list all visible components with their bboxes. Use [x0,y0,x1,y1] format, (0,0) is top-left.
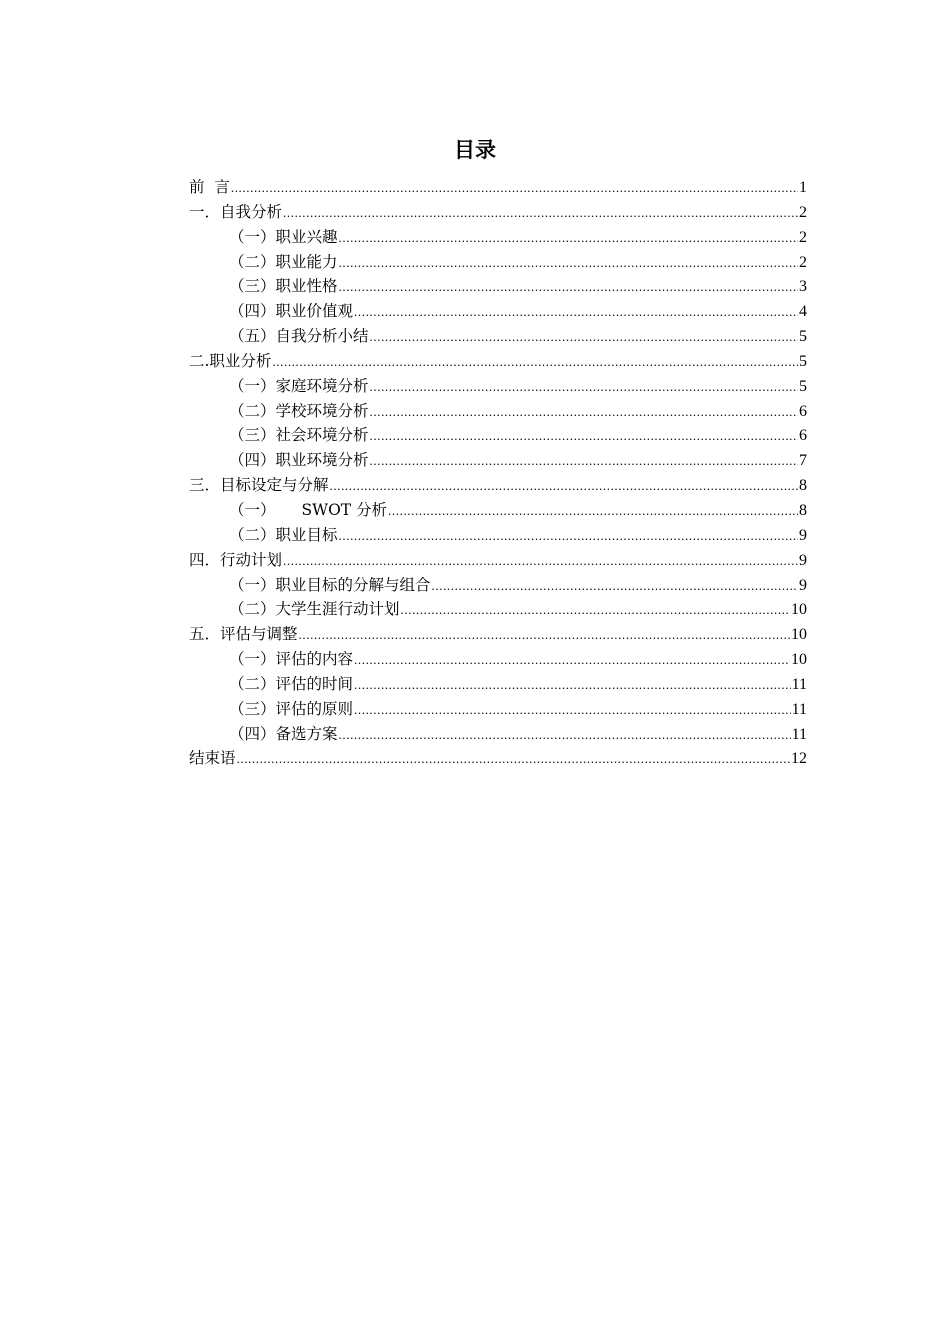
toc-entry-text: （二）评估的时间 [229,674,354,693]
toc-entry-text: （一）家庭环境分析 [229,376,369,395]
toc-list [189,175,807,771]
toc-entry[interactable] [189,349,807,374]
toc-dot-leader [370,375,798,400]
toc-entry[interactable] [189,523,807,548]
toc-page-number: 10 [791,651,807,669]
toc-dot-leader [231,176,798,201]
toc-entry[interactable] [189,175,807,200]
toc-entry[interactable] [189,473,807,498]
toc-entry-text: 结束语 [189,749,236,768]
toc-entry-text: （一）职业目标的分解与组合 [229,575,431,594]
toc-dot-leader [339,226,798,251]
toc-entry-text: 二.职业分析 [189,351,272,370]
toc-entry-number: （一） [229,500,276,519]
toc-dot-leader [339,251,798,276]
toc-dot-leader [339,275,798,300]
toc-entry-text: （二）职业能力 [229,252,338,271]
toc-page-number: 11 [791,675,807,693]
toc-entry[interactable] [189,324,807,349]
toc-page-number: 8 [799,477,807,495]
toc-entry[interactable] [189,622,807,647]
toc-entry-text: （一）评估的内容 [229,650,354,669]
toc-entry-text: （三）职业性格 [229,277,338,296]
toc-page-number: 9 [799,551,807,569]
toc-entry-text: （二）学校环境分析 [229,401,369,420]
toc-dot-leader [339,723,791,748]
toc-title: 目录 [454,138,496,162]
toc-entry[interactable] [189,399,807,424]
toc-entry-text: （二）职业目标 [229,525,338,544]
toc-page-number: 10 [791,601,807,619]
toc-entry[interactable] [189,548,807,573]
toc-dot-leader [330,474,798,499]
toc-page-number: 5 [799,328,807,346]
toc-page-number: 3 [799,278,807,296]
toc-dot-leader [339,524,798,549]
toc-page-number: 5 [799,377,807,395]
toc-page-number: 2 [799,228,807,246]
toc-entry-label: SWOT 分析 [301,500,388,519]
toc-page-number: 4 [799,303,807,321]
toc-entry[interactable] [189,225,807,250]
toc-entry[interactable] [189,597,807,622]
toc-page-number: 11 [791,725,807,743]
toc-entry-text: 四．行动计划 [189,550,283,569]
toc-page-number: 7 [799,452,807,470]
toc-dot-leader [354,300,798,325]
toc-entry[interactable] [189,299,807,324]
toc-entry[interactable] [189,647,807,672]
toc-entry[interactable] [189,573,807,598]
toc-entry-text: （三）社会环境分析 [229,426,369,445]
toc-entry[interactable] [189,722,807,747]
toc-entry-text: （四）职业环境分析 [229,451,369,470]
toc-entry-text: 前 言 [189,178,230,196]
toc-dot-leader [272,350,798,375]
toc-page-number: 9 [799,576,807,594]
toc-entry-text: （三）评估的原则 [229,699,354,718]
toc-page-number: 2 [799,253,807,271]
toc-entry[interactable] [189,746,807,771]
toc-page-number: 2 [799,203,807,221]
toc-dot-leader [370,424,798,449]
toc-entry-text: （二）大学生涯行动计划 [229,600,400,619]
toc-page-number: 9 [799,526,807,544]
toc-page-number: 6 [799,402,807,420]
toc-entry-text: 三．目标设定与分解 [189,476,329,495]
toc-page-number: 10 [791,626,807,644]
toc-dot-leader [299,623,790,648]
toc-dot-leader [432,574,798,599]
toc-dot-leader [283,549,798,574]
toc-dot-leader [354,698,791,723]
toc-page-number: 8 [799,501,807,519]
toc-entry[interactable] [189,374,807,399]
toc-page-number: 11 [791,700,807,718]
toc-entry[interactable] [189,250,807,275]
toc-dot-leader [237,747,790,772]
toc-dot-leader [354,648,790,673]
toc-dot-leader [388,499,798,524]
toc-dot-leader [283,201,798,226]
toc-entry[interactable] [189,697,807,722]
toc-entry-text: 一．自我分析 [189,202,283,221]
toc-page-number: 5 [799,352,807,370]
toc-dot-leader [370,449,798,474]
toc-dot-leader [401,598,790,623]
toc-entry-text: 五．评估与调整 [189,625,298,644]
toc-entry-text: （五）自我分析小结 [229,327,369,346]
toc-page-number: 6 [799,427,807,445]
toc-entry[interactable] [189,200,807,225]
toc-entry[interactable] [189,672,807,697]
toc-entry[interactable] [189,423,807,448]
toc-dot-leader [370,400,798,425]
toc-dot-leader [370,325,798,350]
toc-entry-text [229,498,387,523]
toc-dot-leader [354,673,791,698]
toc-entry[interactable] [189,448,807,473]
toc-entry[interactable] [189,274,807,299]
toc-page-number: 1 [799,179,807,196]
toc-page-number: 12 [791,750,807,768]
toc-entry-text: （四）职业价值观 [229,302,354,321]
toc-entry-text: （一）职业兴趣 [229,227,338,246]
toc-entry[interactable] [189,498,807,523]
toc-entry-text: （四）备选方案 [229,724,338,743]
